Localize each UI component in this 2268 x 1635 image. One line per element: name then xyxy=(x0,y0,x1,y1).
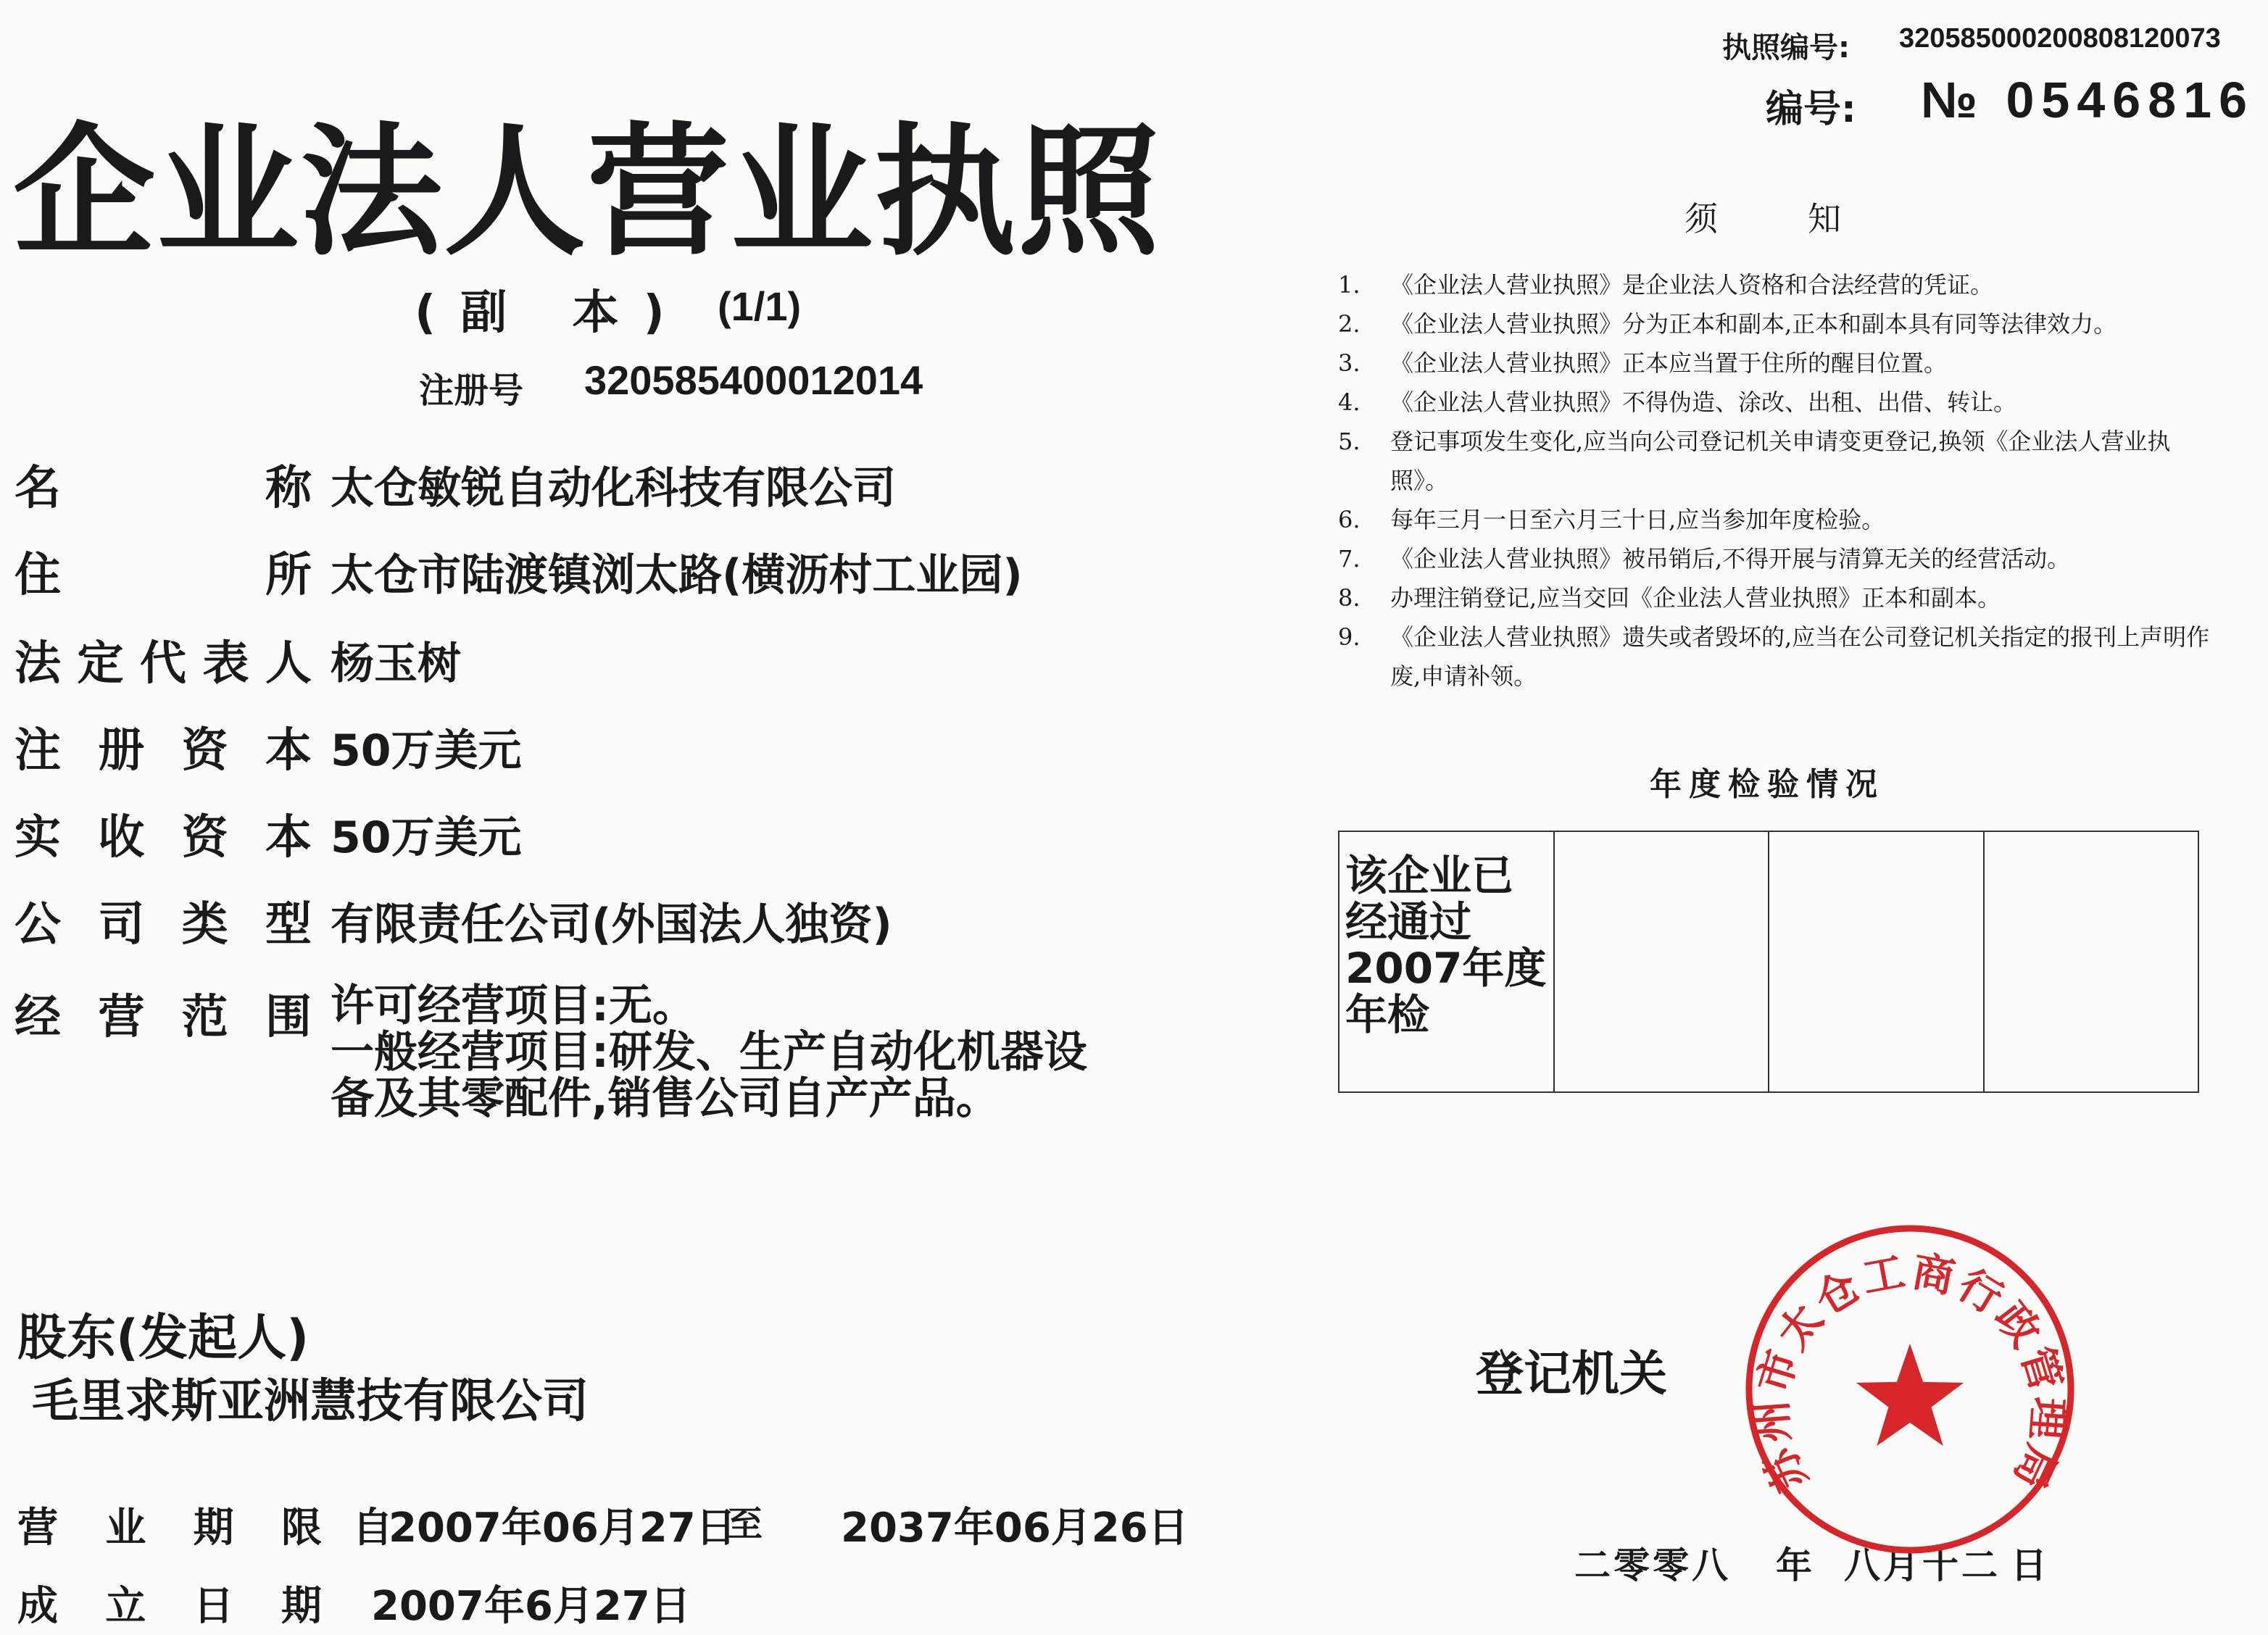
label-char: 资 xyxy=(181,811,228,865)
shareholder-name: 毛里求斯亚洲慧技有限公司 xyxy=(32,1375,589,1428)
notice-text: 《企业法人营业执照》遗失或者毁坏的,应当在公司登记机关指定的报刊上声明作废,申请补领。 xyxy=(1390,623,2210,690)
seal-star xyxy=(1856,1344,1964,1446)
issue-month-unit: 月 xyxy=(1883,1544,1922,1586)
issue-year-unit: 年 xyxy=(1776,1544,1815,1586)
label-char: 围 xyxy=(265,991,312,1044)
notice-item xyxy=(1338,500,2222,539)
notice-item xyxy=(1338,304,2222,344)
shareholder-label: 股东(发起人) xyxy=(17,1310,310,1367)
label-char: 所 xyxy=(265,549,312,602)
annual-inspection-cell xyxy=(1555,832,1770,1091)
business-scope-line: 一般经营项目:研发、生产自动化机器设 xyxy=(331,1027,1087,1078)
official-seal xyxy=(1740,1219,2080,1560)
notice-list xyxy=(1338,265,2222,696)
label-char: 人 xyxy=(265,637,312,691)
company-address: 太仓市陆渡镇浏太路(横沥村工业园) xyxy=(331,550,1023,601)
notice-item xyxy=(1338,383,2222,422)
label-char: 限 xyxy=(281,1505,322,1552)
license-number-label: 执照编号: xyxy=(1722,31,1850,65)
notice-text: 办理注销登记,应当交回《企业法人营业执照》正本和副本。 xyxy=(1390,584,2001,612)
notice-number: 4. xyxy=(1338,388,1361,416)
notice-item xyxy=(1338,265,2222,304)
business-scope xyxy=(331,983,1222,1122)
label-char: 立 xyxy=(105,1583,146,1630)
label-char: 型 xyxy=(265,898,312,952)
field-label-registered-capital xyxy=(14,713,312,780)
label-char: 公 xyxy=(14,898,61,952)
notice-text: 《企业法人营业执照》正本应当置于住所的醒目位置。 xyxy=(1390,349,1948,377)
issue-month: 八 xyxy=(1844,1544,1883,1586)
serial-number: № 0546816 xyxy=(1921,72,2254,128)
notice-number: 1. xyxy=(1338,271,1361,299)
field-label-address xyxy=(14,538,312,604)
label-char: 类 xyxy=(181,898,228,952)
annual-inspection-cell xyxy=(1985,832,2198,1091)
label-char: 定 xyxy=(77,637,124,691)
annual-inspection-title: 年度检验情况 xyxy=(1650,766,1885,803)
license-number: 320585000200808120073 xyxy=(1899,23,2221,54)
field-label-name xyxy=(14,451,312,517)
term-end-date: 2037年06月26日 xyxy=(841,1505,1189,1552)
business-scope-line: 许可经营项目:无。 xyxy=(331,981,696,1031)
notice-text: 《企业法人营业执照》被吊销后,不得开展与清算无关的经营活动。 xyxy=(1390,545,2071,573)
label-char: 册 xyxy=(98,724,145,778)
registration-number-label: 注册号 xyxy=(419,370,524,411)
field-label-legal-rep xyxy=(14,626,312,693)
business-scope-line: 备及其零配件,销售公司自产产品。 xyxy=(331,1073,1000,1124)
label-char: 实 xyxy=(14,811,61,865)
registration-authority-label: 登记机关 xyxy=(1476,1346,1667,1402)
label-char: 住 xyxy=(14,549,61,602)
label-char: 经 xyxy=(14,991,61,1044)
notice-text: 登记事项发生变化,应当向公司登记机关申请变更登记,换领《企业法人营业执照》。 xyxy=(1390,428,2171,494)
notice-item xyxy=(1338,578,2222,617)
label-char: 法 xyxy=(14,637,61,691)
registered-capital: 50万美元 xyxy=(331,725,522,776)
annual-inspection-cell xyxy=(1769,832,1985,1091)
label-char: 表 xyxy=(202,637,249,691)
notice-item xyxy=(1338,617,2222,696)
document-title: 企业法人营业执照 xyxy=(13,110,1162,275)
label-char: 司 xyxy=(98,898,145,952)
notice-number: 3. xyxy=(1338,349,1361,377)
annual-inspection-table xyxy=(1338,831,2199,1093)
company-name: 太仓敏锐自动化科技有限公司 xyxy=(331,463,896,514)
term-from-word: 自 xyxy=(352,1505,393,1552)
established-date-label xyxy=(17,1574,322,1632)
notice-text: 《企业法人营业执照》分为正本和副本,正本和副本具有同等法律效力。 xyxy=(1390,310,2117,338)
label-char: 名 xyxy=(14,462,61,515)
paid-in-capital: 50万美元 xyxy=(331,812,522,863)
annual-inspection-cell: 该企业已经通过2007年度年检 xyxy=(1339,832,1555,1091)
label-char: 本 xyxy=(265,811,312,865)
field-label-business-scope xyxy=(14,980,312,1047)
issue-year: 二零零八 xyxy=(1574,1544,1731,1586)
legal-representative: 杨玉树 xyxy=(331,638,461,689)
notice-number: 9. xyxy=(1338,623,1361,651)
notice-item xyxy=(1338,344,2222,383)
label-char: 注 xyxy=(14,724,61,778)
notice-text: 《企业法人营业执照》是企业法人资格和合法经营的凭证。 xyxy=(1390,271,1994,299)
label-char: 成 xyxy=(17,1583,58,1630)
label-char: 收 xyxy=(98,811,145,865)
registration-number: 320585400012014 xyxy=(584,357,923,403)
notice-item xyxy=(1338,539,2222,578)
label-char: 本 xyxy=(265,724,312,778)
notice-number: 5. xyxy=(1338,428,1361,455)
label-char: 范 xyxy=(181,991,228,1044)
label-char: 营 xyxy=(17,1505,58,1552)
label-char: 业 xyxy=(105,1505,146,1552)
field-label-company-type xyxy=(14,887,312,954)
notice-number: 7. xyxy=(1338,545,1361,573)
copy-label: (副 本) xyxy=(415,286,689,340)
page-count: (1/1) xyxy=(718,283,802,329)
label-char: 营 xyxy=(98,991,145,1044)
serial-number-label: 编号: xyxy=(1766,88,1856,131)
field-label-paid-capital xyxy=(14,800,312,867)
issue-day: 十二 xyxy=(1922,1544,2001,1586)
label-char: 资 xyxy=(181,724,228,778)
term-to-word: 至 xyxy=(728,1504,763,1544)
notice-number: 8. xyxy=(1338,584,1361,612)
term-start-date: 2007年06月27日 xyxy=(389,1505,736,1552)
label-char: 期 xyxy=(281,1583,322,1630)
business-term-label xyxy=(17,1496,322,1554)
notice-number: 6. xyxy=(1338,506,1361,533)
label-char: 代 xyxy=(140,637,186,691)
label-char: 称 xyxy=(265,462,312,515)
notice-text: 《企业法人营业执照》不得伪造、涂改、出租、出借、转让。 xyxy=(1390,388,2017,416)
company-type: 有限责任公司(外国法人独资) xyxy=(331,899,892,950)
notice-text: 每年三月一日至六月三十日,应当参加年度检验。 xyxy=(1390,506,1885,533)
notice-number: 2. xyxy=(1338,310,1361,338)
label-char: 期 xyxy=(193,1505,234,1552)
seal-text-path: 苏州市太仓工商行政管理局 xyxy=(1746,1246,2074,1499)
notice-item xyxy=(1338,422,2222,500)
notice-title: 须知 xyxy=(1685,199,1931,238)
label-char: 日 xyxy=(193,1583,234,1630)
established-date: 2007年6月27日 xyxy=(371,1583,691,1630)
issue-day-unit: 日 xyxy=(2011,1544,2050,1586)
